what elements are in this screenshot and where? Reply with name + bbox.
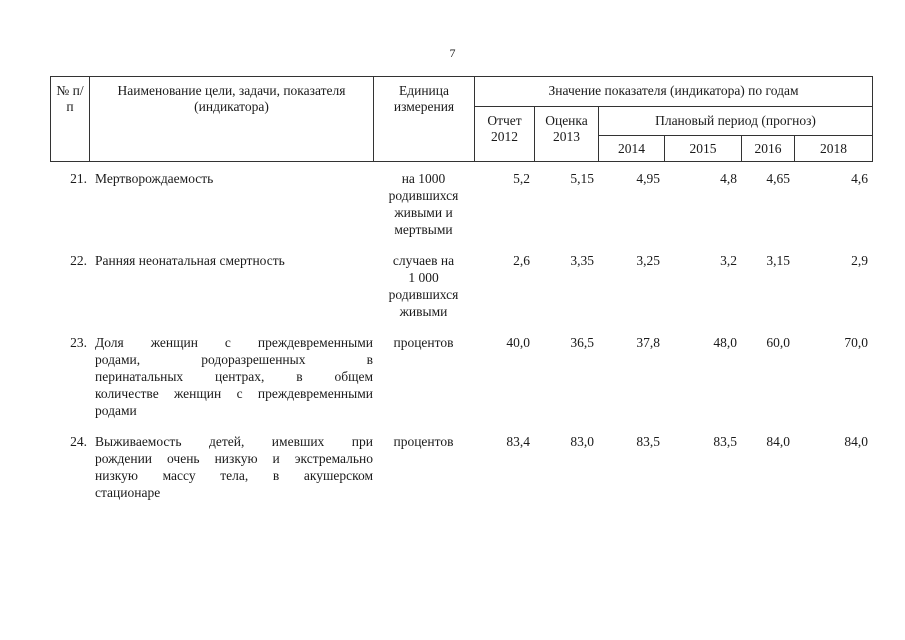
table-row bbox=[50, 252, 872, 334]
table-row bbox=[50, 334, 872, 433]
unit-of-measure: на 1000 родившихся живыми и мертвыми bbox=[388, 171, 459, 237]
value-2016: 3,15 bbox=[766, 253, 790, 268]
header-estimate: Оценка 2013 bbox=[535, 107, 599, 162]
indicator-name: Доля женщин с преждевременными родами, родоразрешенных в перинатальных центрах, в общем количестве женщин с преждевременными родами bbox=[95, 335, 373, 418]
header-year-2015: 2015 bbox=[665, 136, 742, 162]
indicator-name: Выживаемость детей, имевших при рождении очень низкую и экстремально низкую массу тела, в акушерском стационаре bbox=[95, 434, 373, 500]
header-year-2016: 2016 bbox=[742, 136, 795, 162]
value-estimate-2013: 5,15 bbox=[570, 171, 594, 186]
value-2014: 37,8 bbox=[636, 335, 660, 350]
row-number: 21. bbox=[70, 171, 87, 186]
table-row bbox=[50, 433, 872, 513]
header-year-2014: 2014 bbox=[599, 136, 665, 162]
value-2015: 4,8 bbox=[720, 171, 737, 186]
header-unit: Единица измерения bbox=[374, 77, 475, 162]
row-number: 22. bbox=[70, 253, 87, 268]
indicator-name: Мертворождаемость bbox=[95, 171, 214, 186]
unit-of-measure: случаев на 1 000 родившихся живыми bbox=[388, 253, 459, 319]
value-report-2012: 5,2 bbox=[513, 171, 530, 186]
value-2014: 3,25 bbox=[636, 253, 660, 268]
value-2014: 4,95 bbox=[636, 171, 660, 186]
page-number: 7 bbox=[449, 46, 456, 60]
indicator-table-header bbox=[50, 76, 873, 162]
header-report: Отчет 2012 bbox=[475, 107, 535, 162]
header-name: Наименование цели, задачи, показателя (индикатора) bbox=[90, 77, 374, 162]
value-estimate-2013: 3,35 bbox=[570, 253, 594, 268]
value-2015: 3,2 bbox=[720, 253, 737, 268]
unit-of-measure: процентов bbox=[393, 335, 454, 350]
row-number: 23. bbox=[70, 335, 87, 350]
value-estimate-2013: 36,5 bbox=[570, 335, 594, 350]
unit-of-measure: процентов bbox=[393, 434, 454, 449]
header-year-2018: 2018 bbox=[795, 136, 873, 162]
value-2016: 4,65 bbox=[766, 171, 790, 186]
value-2018: 4,6 bbox=[851, 171, 868, 186]
value-2018: 2,9 bbox=[851, 253, 868, 268]
value-2018: 84,0 bbox=[844, 434, 868, 449]
header-values-group: Значение показателя (индикатора) по годам bbox=[475, 77, 873, 107]
value-report-2012: 40,0 bbox=[506, 335, 530, 350]
table-row bbox=[50, 170, 872, 252]
value-2014: 83,5 bbox=[636, 434, 660, 449]
value-2016: 60,0 bbox=[766, 335, 790, 350]
value-report-2012: 2,6 bbox=[513, 253, 530, 268]
header-plan-group: Плановый период (прогноз) bbox=[599, 107, 873, 136]
value-estimate-2013: 83,0 bbox=[570, 434, 594, 449]
indicator-name: Ранняя неонатальная смертность bbox=[95, 253, 285, 268]
value-2015: 48,0 bbox=[713, 335, 737, 350]
value-report-2012: 83,4 bbox=[506, 434, 530, 449]
row-number: 24. bbox=[70, 434, 87, 449]
indicator-table-body bbox=[50, 170, 872, 513]
header-num: № п/п bbox=[51, 77, 90, 162]
value-2016: 84,0 bbox=[766, 434, 790, 449]
value-2018: 70,0 bbox=[844, 335, 868, 350]
value-2015: 83,5 bbox=[713, 434, 737, 449]
